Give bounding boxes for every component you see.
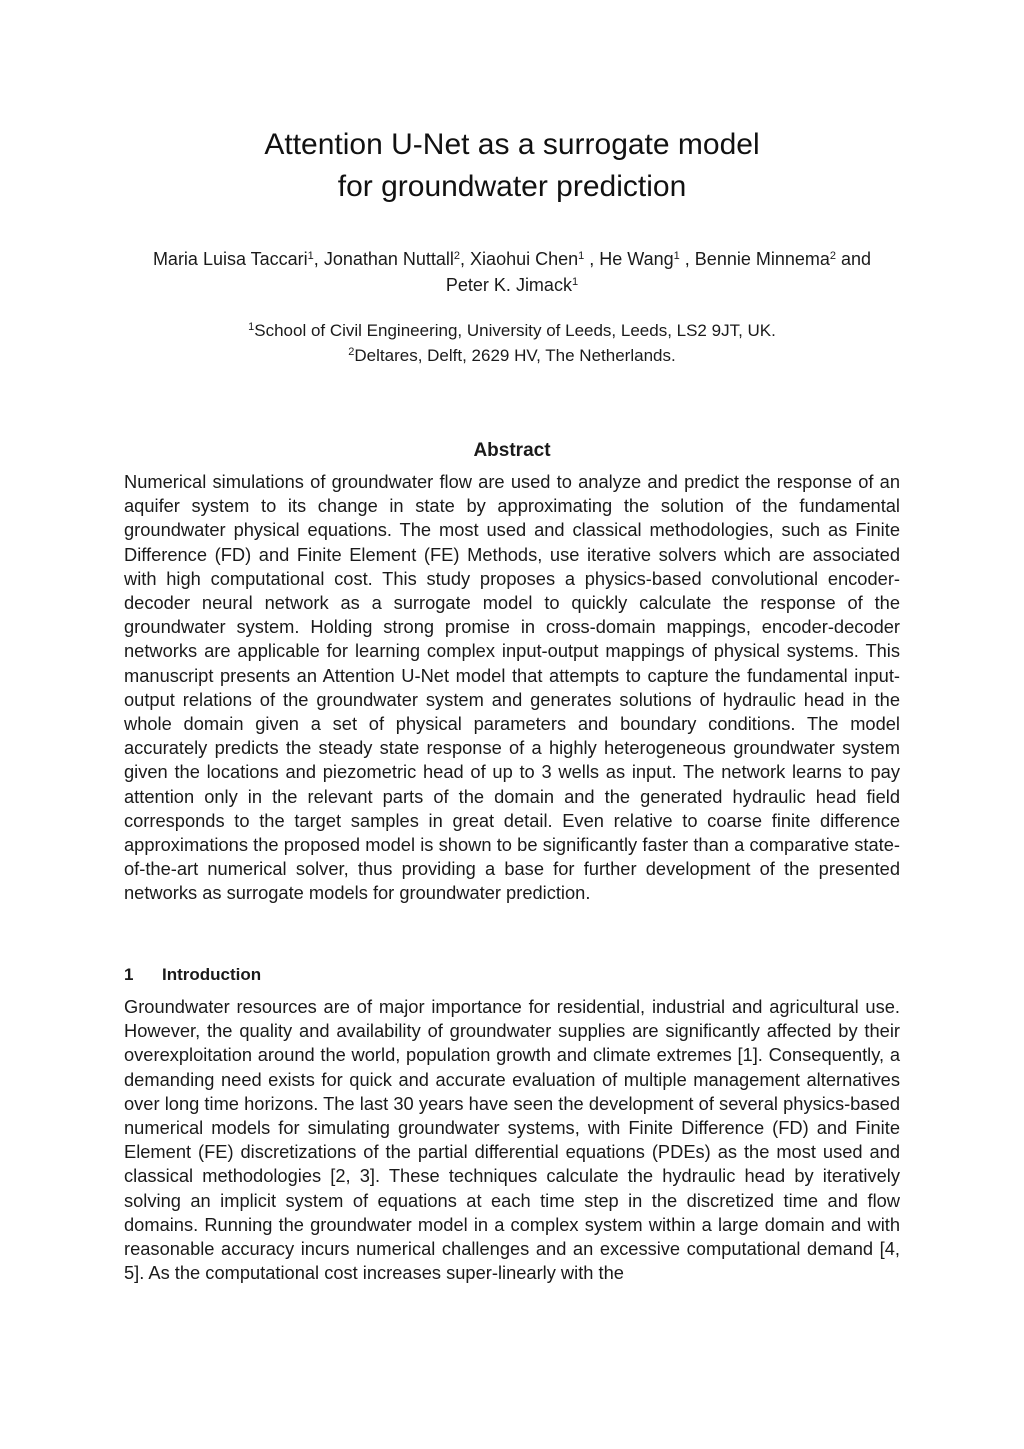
affiliation-text: Deltares, Delft, 2629 HV, The Netherlands.: [354, 346, 676, 365]
affiliation-mark: 1: [248, 321, 255, 333]
author-name: Peter K. Jimack: [445, 275, 572, 295]
author-affiliation-mark: 2: [453, 250, 461, 262]
author-affiliation-mark: 1: [578, 250, 585, 262]
section-heading-introduction: [124, 965, 900, 985]
author-name: Bennie Minnema: [694, 249, 830, 269]
section-number: 1: [124, 965, 134, 984]
title-line-2: for groundwater prediction: [337, 170, 687, 203]
author-affiliation-mark: 1: [673, 250, 680, 262]
author-separator: and: [836, 249, 872, 269]
author-list: [112, 246, 912, 298]
author-separator: ,: [584, 249, 600, 269]
author-separator: ,: [313, 249, 324, 269]
author-affiliation-mark: 2: [829, 250, 837, 262]
author-separator: ,: [679, 249, 695, 269]
author-name: Xiaohui Chen: [470, 249, 579, 269]
author-name: Jonathan Nuttall: [323, 249, 454, 269]
author-affiliation-mark: 1: [307, 250, 314, 262]
paper-title: [0, 124, 1024, 208]
affiliation-item: [112, 343, 912, 368]
author-name: He Wang: [599, 249, 674, 269]
section-title: Introduction: [162, 965, 262, 984]
affiliation-list: [112, 318, 912, 368]
title-line-1: Attention U-Net as a surrogate model: [264, 128, 760, 161]
author-affiliation-mark: 1: [571, 276, 579, 288]
affiliation-item: [112, 318, 912, 343]
affiliation-mark: 2: [348, 346, 355, 358]
author-name: Maria Luisa Taccari: [152, 249, 308, 269]
author-separator: ,: [460, 249, 471, 269]
introduction-text: Groundwater resources are of major importance for residential, industrial and agricultural use. However, the quality and availability of groundwater supplies are significantly affected by their overexploitation around the world, population growth and climate extremes [1]. Consequently, a demanding need exists for quick and accurate evaluation of multiple management alternatives over long time horizons. The last 30 years have seen the development of several physics-based numerical models for simulating groundwater systems, with Finite Difference (FD) and Finite Element (FE) discretizations of the partial differential equations (PDEs) as the most used and classical methodologies [2, 3]. These techniques calculate the hydraulic head by iteratively solving an implicit system of equations at each time step in the discretized time and flow domains. Running the groundwater model in a complex system within a large domain and with reasonable accuracy incurs numerical challenges and an excessive computational demand [4, 5]. As the computational cost increases super-linearly with the: [124, 996, 900, 1284]
abstract-text: Numerical simulations of groundwater flow are used to analyze and predict the response of an aquifer system to its change in state by approximating the solution of the fundamental groundwater physical equations. The most used and classical methodologies, such as Finite Difference (FD) and Finite Element (FE) Methods, use iterative solvers which are associated with high computational cost. This study proposes a physics-based convolutional encoder-decoder neural network as a surrogate model to quickly calculate the response of the groundwater system. Holding strong promise in cross-domain mappings, encoder-decoder networks are applicable for learning complex input-output mappings of physical systems. This manuscript presents an Attention U-Net model that attempts to capture the fundamental input-output relations of the groundwater system and generates solutions of hydraulic head in the whole domain given a set of physical parameters and boundary conditions. The model accurately predicts the steady state response of a highly heterogeneous groundwater system given the locations and piezometric head of up to 3 wells as input. The network learns to pay attention only in the relevant parts of the domain and the generated hydraulic head field corresponds to the target samples in great detail. Even relative to coarse finite difference approximations the proposed model is shown to be significantly faster than a comparative state-of-the-art numerical solver, thus providing a base for further development of the presented networks as surrogate models for groundwater prediction.: [124, 471, 900, 904]
affiliation-text: School of Civil Engineering, University of Leeds, Leeds, LS2 9JT, UK.: [254, 321, 776, 340]
abstract-heading: Abstract: [473, 440, 551, 461]
